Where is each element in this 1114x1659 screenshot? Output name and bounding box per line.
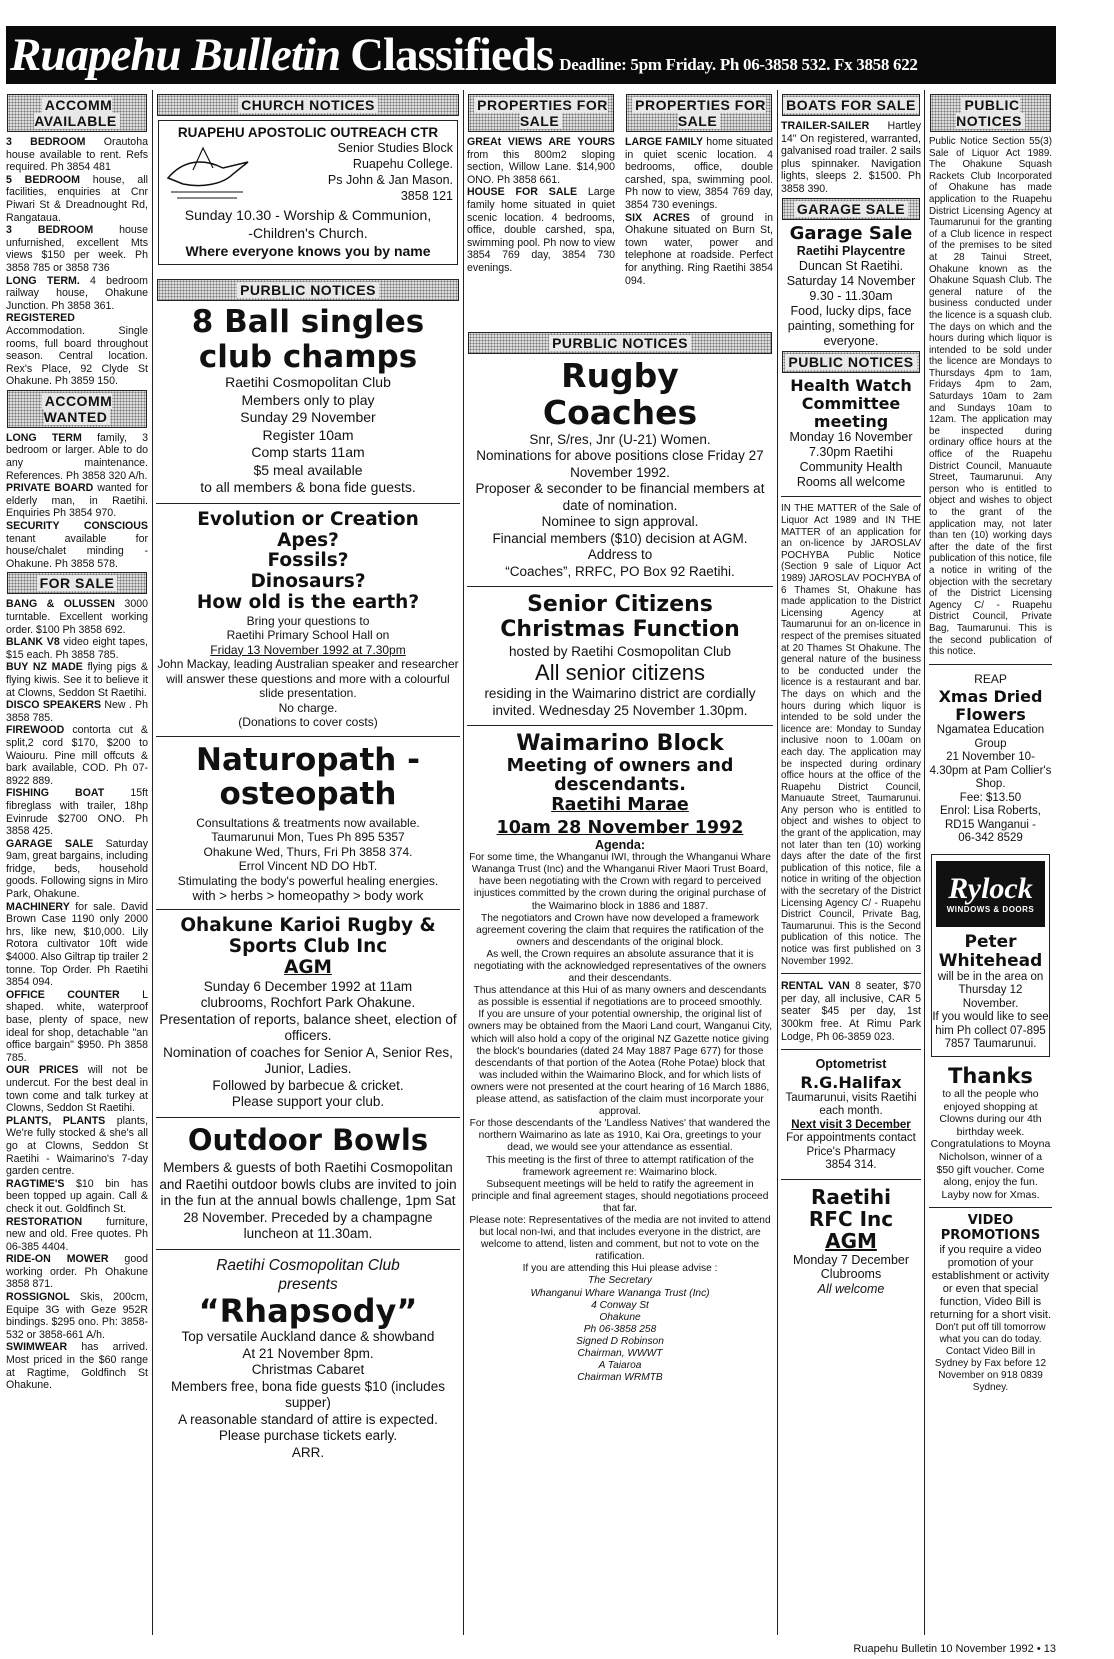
rhapsody-title: “Rhapsody” [198, 1291, 418, 1330]
coaches-line: Nominee to sign approval. [541, 514, 699, 530]
masthead-title-bold: Classifieds [350, 29, 554, 81]
ball-title: 8 Ball singles [191, 304, 425, 340]
rugby-agm-line: Nomination of coaches for Senior A, Senior Res, Junior, Ladies. [163, 1044, 453, 1077]
rylock-logo-sub: WINDOWS & DOORS [946, 905, 1035, 915]
waimarino-paragraph: As well, the Crown requires an absolute assurance that it is negotiating with the acknowledged representatives of the owners and their descendants. [473, 948, 767, 985]
classified-ad: PLANTS, PLANTS plants, We're fully stocked & she's all go at Clowns, Seddon St Raetihi - Waimarino's 7-day garden centre. [6, 1114, 148, 1178]
opto-line: 3854 314. [825, 1159, 877, 1172]
xmas-title: Xmas Dried [938, 687, 1043, 707]
waimarino-signature-line: Chairman, WWWT [577, 1348, 663, 1359]
evo-line: Raetihi Primary School Hall on [226, 628, 390, 643]
column-rule [152, 90, 153, 1635]
divider [929, 664, 1052, 665]
masthead-deadline: Deadline: 5pm Friday. Ph 06-3858 532. Fx 3858 622 [559, 55, 918, 74]
ball-line: Sunday 29 November [240, 409, 376, 426]
classified-ad: FIREWOOD contorta cut & split,2 cord $170, $200 to Waiouru. Pine mill offcuts & bark available, COD. Ph 07-8922 889. [6, 724, 148, 787]
video-title: PROMOTIONS [940, 1228, 1041, 1243]
for-sale-list [6, 598, 148, 1391]
squash-notice: Public Notice Section 55(3) Sale of Liquor Act 1989. The Ohakune Squash Rackets Club Incorporated of Ohakune has made application to the Ruapehu District Licensing Agency at Taumarunui for the granting of a Club licence in respect of the premises to be sited at 28 Tainui Street, Ohakune known as the Ohakune Squash Club. The general nature of the business conducted under the licence is a squash club. The days on which and the hours during which liquor is intended to be sold under the licence are Mondays to Thursdays 4pm to 1am, Fridays 4pm to 2am, Saturdays 10am to 2am and Sundays 10am to 12am. The application may be inspected during ordinary office hours at the office of the Ruapehu District Council, Manuaute Street, Taumarunui. Any person who is entitled to object and wishes to object to the grant of the application may, not later than ten (10) working days after the date of the first publication of this notice, file a notice in writing of the objection with the secretary of the District Licensing Agency C/ - Ruapehu District Council, Private Bag, Taumarunui. This is the second publication of this notice. [929, 136, 1052, 658]
senior-title: Senior Citizens [527, 592, 713, 618]
divider [156, 1117, 460, 1118]
waimarino-paragraph: Subsequent meetings will be held to ratify the agreement in principle and final agreement stages, should negotiations proceed that far. [471, 1178, 769, 1214]
waimarino-signature [467, 1275, 773, 1384]
dove-icon [163, 140, 253, 206]
accomm-wanted-list [6, 432, 148, 571]
accomm-available-list [6, 136, 148, 388]
xmas-line: Ngamatea Education Group [936, 724, 1045, 750]
naturo-line: Consultations & treatments now available. [196, 815, 420, 830]
classified-ad: REGISTERED Accommodation. Single rooms, full board throughout season. Central location. Rex's Place, 92 Clyde St Ohakune. Ph 3859 150. [6, 312, 148, 388]
xmas-line: 06-342 8529 [958, 832, 1023, 845]
ball-line: Raetihi Cosmopolitan Club [225, 374, 391, 391]
divider [156, 909, 460, 910]
opto-title: Optometrist [815, 1057, 887, 1072]
health-title: meeting [813, 411, 889, 431]
waimarino-signature-line: 4 Conway St [591, 1299, 649, 1311]
rfc-line: Monday 7 December [792, 1252, 910, 1267]
garage-title: Garage Sale [789, 222, 913, 244]
classified-ad: FISHING BOAT 15ft fibreglass with trailer, 18hp Evinrude $2700 ONO. Ph 3858 425. [6, 787, 148, 838]
classified-ad: SECURITY CONSCIOUS tenant available for house/chalet minding - Ohakune. Ph 3858 578. [6, 520, 148, 570]
health-details: Monday 16 November 7.30pm Raetihi Community Health Rooms all welcome [789, 430, 913, 490]
health-title: Committee [801, 393, 901, 413]
rhapsody-line: Top versatile Auckland dance & showband [181, 1329, 435, 1345]
evo-title: Apes? [277, 529, 339, 551]
classified-ad: DISCO SPEAKERS New . Ph 3858 785. [6, 699, 148, 724]
divider [929, 1207, 1052, 1208]
senior-invite: All senior citizens [535, 660, 705, 686]
waimarino-signature-line: Ohakune [599, 1311, 641, 1323]
divider [467, 586, 773, 587]
evo-date: Friday 13 November 1992 at 7.30pm [210, 642, 406, 657]
section-header-accomm-wanted: ACCOMM WANTED [7, 390, 147, 428]
rfc-title: RFC Inc [808, 1206, 894, 1231]
section-header-for-sale: FOR SALE [7, 572, 147, 594]
waimarino-venue: Raetihi Marae [551, 794, 689, 815]
classified-ad: SIX ACRES of ground in Ohakune situated on Burn St, town water, power and telephone at roadside. Perfect for anything. Ring Raetihi 3854 094. [625, 211, 773, 287]
coaches-details [467, 432, 773, 581]
rfc-title: Raetihi [811, 1184, 891, 1209]
evo-title: Dinosaurs? [250, 571, 366, 593]
rugby-agm-title: Sports Club Inc [228, 936, 388, 958]
health-title: Health Watch [790, 375, 912, 395]
waimarino-paragraph: If you are attending this Hui please advise : [522, 1263, 718, 1275]
opto-line: For appointments contact Price's Pharmacy [786, 1132, 916, 1158]
senior-host: hosted by Raetihi Cosmopolitan Club [508, 643, 732, 659]
rugby-agm-line: Please support your club. [231, 1094, 385, 1110]
properties-list [625, 136, 773, 287]
waimarino-agenda: Agenda: [595, 838, 645, 853]
section-header-accomm-available: ACCOMM AVAILABLE [7, 94, 147, 132]
rfc-line: All welcome [817, 1281, 885, 1296]
waimarino-paragraph: Thus attendance at this Hui of as many owners and descendants as possible is essential if negotiations are to proceed smoothly. [473, 985, 767, 1009]
divider [781, 973, 921, 974]
rhapsody-line: At 21 November 8pm. [242, 1345, 374, 1361]
naturo-line: Taumarunui Mon, Tues Ph 895 5357 [211, 830, 405, 845]
waimarino-title: Waimarino Block [516, 731, 724, 757]
divider [156, 503, 460, 504]
rylock-logo-text: Rylock [948, 872, 1033, 906]
rylock-name: Whitehead [938, 950, 1043, 971]
waimarino-paragraph: The negotiators and Crown have now developed a framework agreement covering the claim that requires the ratification of the owners and descendants of the original block. [476, 912, 764, 948]
rhapsody-line: Members free, bona fide guests $10 (includes supper) [171, 1378, 445, 1411]
rylock-line: If you would like to see him Ph collect 07-895 7857 Taumarunui. [932, 1011, 1049, 1051]
divider [156, 736, 460, 737]
waimarino-paragraph: Please note: Representatives of the media are not invited to attend but local non-Iwi, and that includes everyone in the district, are welcome to attend, listen and comment, but not to vote on the ratification. [469, 1214, 771, 1263]
naturo-details [156, 816, 460, 889]
xmas-line: 21 November 10-4.30pm at Pam Collier's Shop. [929, 751, 1052, 791]
classified-ad: OUR PRICES will not be undercut. For the best deal in town come and talk turkey at Clowns, Seddon St Raetihi. [6, 1064, 148, 1115]
column-notices-5 [781, 92, 921, 1654]
naturo-line: Errol Vincent ND DO HbT. [238, 859, 378, 874]
rugby-agm-line: Followed by barbecue & cricket. [212, 1077, 404, 1093]
rental-ad: RENTAL VAN 8 seater, $70 per day, all inclusive, CAR 5 seater $45 per day, 1st 300km free. At Rimu Park Lodge, Ph 06-3859 023. [781, 980, 921, 1043]
rhapsody-presents: presents [278, 1275, 338, 1293]
classified-ad: LARGE FAMILY home situated in quiet scenic location. 4 bedrooms, office, double carshed, spa, swimming pool. Ph now to view, 3854 769 day, 3854 730 evenings. [625, 136, 773, 211]
opto-next-visit: Next visit 3 December [791, 1118, 911, 1131]
waimarino-paragraph: If you are unsure of your potential ownership, the original list of owners may be obtained from the Maori Land court, Wanganui City, which will also hold a copy of the original NZ Gazette notice giving the block's boundaries (dated 24 May 1887 Page 677) for those descendants of that portion of the Aotea (Rohe Potae) block that was included within the Waimarino Block, and for which lists of owners were not presented at the court hearing of 16 March 1886, please attend, as satisfaction of the claim must incorporate your approval. [467, 1009, 773, 1118]
naturo-services: with > herbs > homeopathy > body work [192, 888, 424, 904]
opto-name: R.G.Halifax [800, 1072, 902, 1092]
garage-line: Saturday 14 November [786, 273, 916, 288]
rhapsody-line: Please purchase tickets early. [218, 1428, 398, 1444]
waimarino-subtitle: descendants. [554, 775, 686, 796]
column-notices-2 [156, 92, 460, 1654]
classified-ad: BANG & OLUSSEN 3000 turntable. Excellent working order. $100 Ph 3858 692. [6, 598, 148, 636]
column-rule [924, 90, 925, 1635]
garage-line: Food, lucky dips, face painting, something for everyone. [787, 303, 915, 348]
church-line: Senior Studies Block [337, 141, 453, 155]
coaches-line: Proposer & seconder to be financial members at date of nomination. [475, 481, 765, 513]
classified-ad: PRIVATE BOARD wanted for elderly man, in Raetihi. Enquiries Ph 3854 970. [6, 482, 148, 520]
waimarino-signature-line: A Taiaroa [598, 1360, 642, 1372]
xmas-title: Flowers [955, 705, 1026, 725]
column-rule [777, 90, 778, 1635]
bowls-text: Members & guests of both Raetihi Cosmopolitan and Raetihi outdoor bowls clubs are invited to join in the fun at the annual bowls challenge, 1pm Sat 28 November. Preceded by a champagne luncheon at 11.30am. [159, 1160, 457, 1242]
coaches-title: Rugby [561, 356, 679, 395]
garage-line: Raetihi Playcentre [796, 243, 906, 258]
rhapsody-line: Christmas Cabaret [251, 1362, 365, 1378]
coaches-title: Coaches [542, 392, 698, 432]
waimarino-signature-line: Whanganui Whare Wananga Trust (Inc) [530, 1287, 710, 1299]
naturo-line: Stimulating the body's powerful healing energies. [177, 873, 439, 888]
ball-line: to all members & bona fide guests. [200, 479, 416, 496]
section-header-public-notices: PURBLIC NOTICES [468, 332, 772, 354]
column-properties-4 [625, 92, 773, 342]
garage-line: Duncan St Raetihi. [798, 258, 904, 273]
classified-ad: BLANK V8 video eight tapes, $15 each. Ph 3858 785. [6, 636, 148, 661]
classified-ad: BUY NZ MADE flying pigs & flying kiwis. See it to believe it at Clowns, Seddon St Raetihi. [6, 661, 148, 699]
rylock-ad [931, 854, 1050, 1057]
naturo-title: osteopath [219, 776, 397, 813]
divider [781, 1179, 921, 1180]
rhapsody-line: A reasonable standard of attire is expected. [178, 1411, 438, 1427]
evo-title: How old is the earth? [196, 591, 420, 613]
classified-ad: GREAt VIEWS ARE YOURS from this 800m2 sloping section, Willow Lane. $14,900 ONO. Ph 3858 661. [467, 136, 615, 186]
divider [156, 1249, 460, 1250]
section-header-properties: PROPERTIES FOR SALE [626, 94, 772, 132]
column-properties-3 [467, 92, 615, 342]
classified-ad: ROSSIGNOL Skis, 200cm, Equipe 3G with Geze 952R bindings. $295 ono. Ph: 3858-532 or 3858-661 A/h. [6, 1291, 148, 1341]
ball-line: Comp starts 11am [251, 444, 365, 461]
waimarino-date: 10am 28 November 1992 [496, 817, 744, 838]
bowls-title: Outdoor Bowls [187, 1122, 429, 1157]
thanks-text: to all the people who enjoyed shopping at Clowns during our 4th birthday week. Congratulations to Moyna Nicholson, winner of a $50 gift voucher. Come along, enjoy the fun. Layby now for Xmas. [930, 1088, 1051, 1201]
column-classifieds-1 [6, 92, 148, 1654]
rylock-name: Peter [964, 931, 1017, 952]
xmas-org: REAP [974, 671, 1007, 686]
waimarino-paragraph: For some time, the Whanganui IWI, through the Whanganui Whare Wananga Trust (Inc) and the Whanganui River Maori Trust Board, have been negotiating with the Crown with regard to perceived injustices committed by the crown during the original purchase of the Waimarino block in 1886 and 1887. [469, 852, 771, 912]
video-text: if you require a video promotion of your establishment or activity or even that special function, Video Bill is returning for a short visit. [929, 1243, 1052, 1321]
waimarino-paragraph: For those descendants of the 'Landless Natives' that wandered the northern Waimarino as late as 1910, Kai Ora, greetings to your dead, we would see your attendance as essential. [469, 1118, 771, 1154]
rugby-agm-title: Ohakune Karioi Rugby & [180, 915, 436, 937]
classified-ad: RIDE-ON MOWER good working order. Ph Ohakune 3858 871. [6, 1253, 148, 1291]
rhapsody-club: Raetihi Cosmopolitan Club [216, 1256, 400, 1274]
ball-line: Members only to play [241, 391, 375, 408]
ball-line: $5 meal available [253, 461, 363, 478]
xmas-line: Fee: $13.50 [959, 791, 1022, 804]
masthead-title-italic: Ruapehu Bulletin [10, 29, 341, 81]
section-header-public-notices: PUBLIC NOTICES [930, 94, 1051, 132]
section-header-public-notices: PURBLIC NOTICES [157, 279, 459, 301]
church-tagline: Where everyone knows you by name [185, 243, 431, 259]
evo-line: John Mackay, leading Australian speaker and researcher will answer these questions and more with a colourful slide presentation. [157, 657, 459, 701]
section-header-boats: BOATS FOR SALE [782, 94, 920, 116]
classified-ad: RAGTIME'S $10 bin has been topped up again. Call & check it out. Goldfinch St. [6, 1177, 148, 1215]
rugby-agm-line: Sunday 6 December 1992 at 11am [203, 978, 413, 994]
church-service: -Children's Church. [248, 225, 368, 241]
classified-ad: GARAGE SALE Saturday 9am, great bargains, including fridge, beds, household goods. Following signs in Miro Park, Ohakune. [6, 837, 148, 901]
coaches-line: “Coaches”, RRFC, PO Box 92 Raetihi. [505, 563, 735, 579]
video-contact: Don't put off till tomorrow what you can do today. Contact Video Bill in Sydney by Fax before 12 November on 918 0839 Sydney. [934, 1321, 1047, 1393]
evo-title: Evolution or Creation [197, 508, 419, 530]
church-service: Sunday 10.30 - Worship & Communion, [184, 207, 432, 223]
opto-line: Taumarunui, visits Raetihi each month. [785, 1091, 917, 1118]
properties-list [467, 136, 615, 275]
page-footer: Ruapehu Bulletin 10 November 1992 • 13 [853, 1643, 1056, 1655]
evo-title: Fossils? [267, 550, 349, 572]
coaches-line: Address to [587, 547, 653, 563]
church-line: Ruapehu College. [352, 157, 453, 171]
rylock-logo [936, 861, 1045, 927]
senior-text: residing in the Waimarino district are cordially invited. Wednesday 25 November 1.30pm. [484, 686, 756, 718]
divider [467, 725, 773, 726]
church-name: RUAPEHU APOSTOLIC OUTREACH CTR [177, 125, 439, 140]
church-line: 3858 121 [400, 189, 453, 203]
rfc-line: Clubrooms [820, 1267, 882, 1282]
classified-ad: LONG TERM. 4 bedroom railway house, Ohakune Junction. Ph 3858 361. [6, 274, 148, 312]
liquor-notice: IN THE MATTER of the Sale of Liquor Act 1989 and IN THE MATTER of an application for an on-licence by JAROSLAV POCHYBA Public Notice (Section 9 sale of Liquor Act 1989) JAROSLAV POCHYBA of 6 Thames St, Ohakune has made application to the District Licensing Agency at Taumarunui for an on-licence in respect of the premises situated at 20 Thames St Ohakune. The general nature of the business to be conducted under the licence is a restaurant and bar. The days on which and the hours during which liquor is intended to be sold under the licence are: Monday to Sunday inclusive noon to 1.00am on each day. The application may be inspected during ordinary office hours at the office of the Ruapehu District Council, Manuaute Street, Taumarunui. Any person who is entitled to object and wishes to object to the grant of the application, may not later than ten (10) working days after the date of the first publication of this notice, file a notice in writing of the objection with the secretary of the District Licensing Agency C/ - Ruapehu District Council, Private Bag, Taumarunui. This is the Second publication of this notice. The notice was first published on 3 November 1992. [781, 503, 921, 967]
waimarino-paragraph: This meeting is the first of three to attempt ratification of the framework agreement re: Waimarino block. [486, 1154, 754, 1178]
evo-line: No charge. [278, 700, 338, 715]
waimarino-signature-line: The Secretary [588, 1275, 652, 1287]
xmas-line: Enrol: Lisa Roberts, RD15 Wanganui - [940, 805, 1041, 831]
coaches-line: Snr, S/res, Jnr (U-21) Women. [529, 431, 711, 447]
boats-ad: TRAILER-SAILER Hartley 14" On registered, warranted, galvanised road trailer. 2 sails plus spinnaker. Navigation lights, sleeps 2. $1500. Ph 3858 390. [781, 120, 921, 195]
column-rule [463, 90, 464, 1635]
waimarino-signature-line: Signed D Robinson [576, 1335, 664, 1347]
rugby-agm-line: Presentation of reports, balance sheet, election of officers. [159, 1011, 457, 1044]
garage-line: 9.30 - 11.30am [809, 288, 893, 303]
classified-ad: SWIMWEAR has arrived. Most priced in the $60 range at Ragtime, Goldfinch St Ohakune. [6, 1341, 148, 1392]
classified-ad: 3 BEDROOM house unfurnished, excellent Mts views $150 per week. Ph 3858 785 or 3858 736 [6, 224, 148, 274]
classified-ad: LONG TERM family, 3 bedroom or larger. Able to do any maintenance. References. Ph 3858 320 A/h. [6, 431, 148, 482]
naturo-line: Ohakune Wed, Thurs, Fri Ph 3858 374. [203, 844, 413, 859]
divider [781, 1049, 921, 1050]
section-header-church-notices: CHURCH NOTICES [157, 94, 459, 116]
evo-line: (Donations to cover costs) [238, 715, 378, 730]
classified-ad: 3 BEDROOM Orautoha house available to rent. Refs required. Ph 3854 481 [6, 136, 148, 174]
waimarino-signature-line: Chairman WRMTB [577, 1372, 663, 1384]
rhapsody-line: ARR. [291, 1444, 325, 1460]
waimarino-subtitle: Meeting of owners and [506, 755, 734, 776]
naturo-title: Naturopath - [196, 741, 420, 778]
classified-ad: 5 BEDROOM house, all facilities, enquiries at Cnr Piwari St & Dreadnought Rd, Rangataua. [6, 173, 148, 224]
coaches-line: Financial members ($10) decision at AGM. [492, 530, 748, 546]
ball-line: Register 10am [262, 426, 354, 443]
ball-title: club champs [198, 338, 418, 375]
senior-title: Christmas Function [500, 617, 740, 643]
church-notice [158, 120, 458, 265]
rugby-agm-details [156, 979, 460, 1111]
waimarino-signature-line: Ph 06-3858 258 [583, 1323, 657, 1335]
classified-ad: HOUSE FOR SALE Large family home situated in quiet scenic location. 4 bedrooms, office, double carshed, spa, swimming pool. Ph now to view 3854 769 day, 3854 730 evenings. [467, 186, 615, 274]
section-header-properties: PROPERTIES FOR SALE [468, 94, 614, 132]
classified-ad: MACHINERY for sale. David Brown Case 1190 only 2000 hrs, like new, $10,000. Lily Rotora cultivator 10ft wide $4000. Also Giltrap tip trailer 2 tonne. Top Order. Ph Raetihi 3854 094. [6, 900, 148, 989]
masthead [6, 26, 1056, 84]
coaches-line: Nominations for above positions close Friday 27 November 1992. [476, 448, 764, 480]
classified-ad: OFFICE COUNTER L shaped. white, waterproof base, plenty of space, new ideal for shop, detachable "an office bargain" $950. Ph 3858 785. [6, 988, 148, 1064]
thanks-title: Thanks [948, 1063, 1033, 1088]
rylock-line: will be in the area on Thursday 12 November. [937, 970, 1044, 1010]
divider [781, 496, 921, 497]
waimarino-text [467, 852, 773, 1275]
evo-line: Bring your questions to [246, 613, 370, 628]
church-line: Ps John & Jan Mason. [327, 173, 453, 187]
rhapsody-details [156, 1329, 460, 1461]
rfc-agm: AGM [825, 1229, 877, 1254]
classified-ad: RESTORATION furniture, new and old. Free quotes. Ph 06-385 4404. [6, 1215, 148, 1253]
rugby-agm-label: AGM [284, 956, 332, 978]
section-header-public-notices: PUBLIC NOTICES [782, 351, 920, 373]
video-title: VIDEO [967, 1213, 1014, 1229]
ball-details [156, 374, 460, 497]
column-notices-6 [929, 92, 1052, 1652]
column-notices-3 [467, 330, 773, 1655]
rugby-agm-line: clubrooms, Rochfort Park Ohakune. [200, 995, 416, 1011]
section-header-garage-sale: GARAGE SALE [782, 198, 920, 220]
